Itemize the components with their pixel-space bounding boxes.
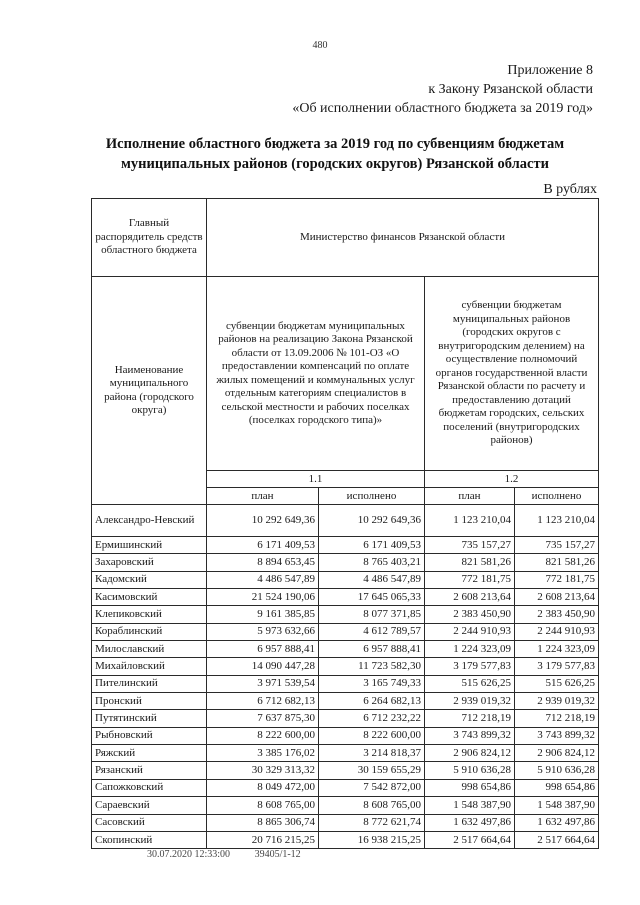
- value-executed-1-2: 712 218,19: [515, 710, 599, 727]
- footer-timestamp: 30.07.2020 12:33:00: [147, 849, 231, 860]
- value-plan-1-1: 8 608 765,00: [207, 797, 319, 814]
- value-executed-1-1: 17 645 065,33: [319, 589, 425, 606]
- value-plan-1-1: 20 716 215,25: [207, 831, 319, 848]
- table-row: [92, 505, 599, 537]
- table-row: [92, 745, 599, 762]
- value-executed-1-2: 1 224 323,09: [515, 641, 599, 658]
- value-executed-1-1: 6 957 888,41: [319, 641, 425, 658]
- table-row: [92, 641, 599, 658]
- subheader-plan-1-2: план: [425, 488, 515, 505]
- value-plan-1-2: 3 743 899,32: [425, 727, 515, 744]
- subheader-plan-1-1: план: [207, 488, 319, 505]
- value-executed-1-2: 2 517 664,64: [515, 831, 599, 848]
- district-name: Милославский: [92, 641, 207, 658]
- value-executed-1-2: 1 123 210,04: [515, 505, 599, 537]
- value-plan-1-2: 2 608 213,64: [425, 589, 515, 606]
- district-name: Рыбновский: [92, 727, 207, 744]
- footer-doc-id: 39405/1-12: [254, 849, 301, 860]
- appendix-line-2: к Закону Рязанской области: [428, 82, 593, 97]
- table-row: [92, 606, 599, 623]
- value-plan-1-1: 21 524 190,06: [207, 589, 319, 606]
- footer: [147, 849, 323, 860]
- value-plan-1-1: 5 973 632,66: [207, 623, 319, 640]
- table-row: [92, 727, 599, 744]
- value-executed-1-2: 2 608 213,64: [515, 589, 599, 606]
- header-row-description: [92, 277, 599, 471]
- appendix-header: [292, 61, 593, 118]
- table-row: [92, 779, 599, 796]
- district-name: Ермишинский: [92, 537, 207, 554]
- district-name: Рязанский: [92, 762, 207, 779]
- value-executed-1-2: 821 581,26: [515, 554, 599, 571]
- value-plan-1-1: 3 971 539,54: [207, 675, 319, 692]
- column-1-1-code: 1.1: [207, 471, 425, 488]
- value-executed-1-1: 16 938 215,25: [319, 831, 425, 848]
- header-row-manager: [92, 199, 599, 277]
- value-plan-1-2: 998 654,86: [425, 779, 515, 796]
- table-row: [92, 554, 599, 571]
- value-plan-1-2: 5 910 636,28: [425, 762, 515, 779]
- value-executed-1-2: 2 383 450,90: [515, 606, 599, 623]
- value-executed-1-2: 1 632 497,86: [515, 814, 599, 831]
- value-plan-1-1: 6 712 682,13: [207, 693, 319, 710]
- value-plan-1-2: 515 626,25: [425, 675, 515, 692]
- document-title: [70, 134, 600, 174]
- value-executed-1-1: 8 772 621,74: [319, 814, 425, 831]
- value-plan-1-1: 8 222 600,00: [207, 727, 319, 744]
- value-plan-1-2: 1 224 323,09: [425, 641, 515, 658]
- value-plan-1-2: 712 218,19: [425, 710, 515, 727]
- value-executed-1-1: 3 214 818,37: [319, 745, 425, 762]
- district-name: Сапожковский: [92, 779, 207, 796]
- value-executed-1-1: 4 612 789,57: [319, 623, 425, 640]
- district-name: Сараевский: [92, 797, 207, 814]
- value-executed-1-2: 735 157,27: [515, 537, 599, 554]
- value-executed-1-2: 1 548 387,90: [515, 797, 599, 814]
- table-row: [92, 658, 599, 675]
- table-row: [92, 814, 599, 831]
- table-row: [92, 571, 599, 588]
- value-plan-1-2: 3 179 577,83: [425, 658, 515, 675]
- district-name: Захаровский: [92, 554, 207, 571]
- value-executed-1-1: 6 264 682,13: [319, 693, 425, 710]
- value-plan-1-2: 1 632 497,86: [425, 814, 515, 831]
- value-executed-1-2: 998 654,86: [515, 779, 599, 796]
- title-line-2: муниципальных районов (городских округов) Рязанской области: [121, 156, 549, 172]
- value-plan-1-1: 14 090 447,28: [207, 658, 319, 675]
- table-row: [92, 623, 599, 640]
- value-executed-1-2: 515 626,25: [515, 675, 599, 692]
- value-executed-1-1: 4 486 547,89: [319, 571, 425, 588]
- district-name: Александро-Невский: [92, 505, 207, 537]
- page-number: 480: [312, 40, 328, 51]
- value-executed-1-2: 3 743 899,32: [515, 727, 599, 744]
- value-plan-1-2: 2 906 824,12: [425, 745, 515, 762]
- table-row: [92, 797, 599, 814]
- table-row: [92, 762, 599, 779]
- value-plan-1-2: 1 548 387,90: [425, 797, 515, 814]
- manager-label: Главный распорядитель средств областного бюджета: [92, 199, 207, 277]
- value-executed-1-2: 772 181,75: [515, 571, 599, 588]
- manager-value: Министерство финансов Рязанской области: [207, 199, 599, 277]
- value-executed-1-2: 3 179 577,83: [515, 658, 599, 675]
- value-plan-1-2: 2 383 450,90: [425, 606, 515, 623]
- value-executed-1-1: 30 159 655,29: [319, 762, 425, 779]
- budget-table: [91, 198, 599, 849]
- value-executed-1-1: 3 165 749,33: [319, 675, 425, 692]
- column-1-2-code: 1.2: [425, 471, 599, 488]
- value-plan-1-2: 2 939 019,32: [425, 693, 515, 710]
- value-executed-1-1: 11 723 582,30: [319, 658, 425, 675]
- district-name: Путятинский: [92, 710, 207, 727]
- value-plan-1-1: 7 637 875,30: [207, 710, 319, 727]
- value-plan-1-1: 3 385 176,02: [207, 745, 319, 762]
- table-row: [92, 675, 599, 692]
- district-name: Пителинский: [92, 675, 207, 692]
- title-line-1: Исполнение областного бюджета за 2019 год по субвенциям бюджетам: [105, 136, 565, 152]
- appendix-line-3: «Об исполнении областного бюджета за 2019 год»: [292, 101, 593, 116]
- district-name: Кадомский: [92, 571, 207, 588]
- value-plan-1-1: 8 894 653,45: [207, 554, 319, 571]
- value-executed-1-1: 10 292 649,36: [319, 505, 425, 537]
- value-plan-1-1: 6 957 888,41: [207, 641, 319, 658]
- value-executed-1-1: 8 077 371,85: [319, 606, 425, 623]
- value-executed-1-1: 7 542 872,00: [319, 779, 425, 796]
- units-label: В рублях: [543, 182, 597, 197]
- value-executed-1-2: 2 939 019,32: [515, 693, 599, 710]
- table-row: [92, 693, 599, 710]
- district-name: Пронский: [92, 693, 207, 710]
- value-plan-1-2: 2 517 664,64: [425, 831, 515, 848]
- table-row: [92, 537, 599, 554]
- value-executed-1-1: 6 712 232,22: [319, 710, 425, 727]
- value-plan-1-2: 821 581,26: [425, 554, 515, 571]
- value-executed-1-1: 8 608 765,00: [319, 797, 425, 814]
- column-1-1-description: субвенции бюджетам муниципальных районов на реализацию Закона Рязанской области от 13.09.2006 № 101-ОЗ «О предоставлении компенсаций по оплате жилых помещений и коммунальных услуг отдельным категориям специалистов в сельской местности и рабочих поселках (поселках городского типа)»: [207, 277, 425, 471]
- table-row: [92, 589, 599, 606]
- value-executed-1-2: 5 910 636,28: [515, 762, 599, 779]
- district-name: Сасовский: [92, 814, 207, 831]
- value-plan-1-1: 8 865 306,74: [207, 814, 319, 831]
- district-name: Клепиковский: [92, 606, 207, 623]
- table-row: [92, 710, 599, 727]
- value-plan-1-1: 10 292 649,36: [207, 505, 319, 537]
- subheader-executed-1-1: исполнено: [319, 488, 425, 505]
- district-name: Ряжский: [92, 745, 207, 762]
- value-executed-1-1: 8 765 403,21: [319, 554, 425, 571]
- value-plan-1-2: 735 157,27: [425, 537, 515, 554]
- value-executed-1-2: 2 244 910,93: [515, 623, 599, 640]
- column-1-2-description: субвенции бюджетам муниципальных районов (городских округов с внутригородским делением) на осуществление полномочий органов государственной власти Рязанской области по расчету и предоставлению дотаций бюджетам городских, сельских поселений (внутригородских районов): [425, 277, 599, 471]
- district-name-header: Наименование муниципального района (городского округа): [92, 277, 207, 505]
- district-name: Скопинский: [92, 831, 207, 848]
- subheader-executed-1-2: исполнено: [515, 488, 599, 505]
- value-plan-1-1: 4 486 547,89: [207, 571, 319, 588]
- value-plan-1-1: 8 049 472,00: [207, 779, 319, 796]
- value-plan-1-2: 772 181,75: [425, 571, 515, 588]
- district-name: Кораблинский: [92, 623, 207, 640]
- district-name: Михайловский: [92, 658, 207, 675]
- district-name: Касимовский: [92, 589, 207, 606]
- value-plan-1-1: 6 171 409,53: [207, 537, 319, 554]
- value-plan-1-1: 9 161 385,85: [207, 606, 319, 623]
- value-plan-1-2: 1 123 210,04: [425, 505, 515, 537]
- value-plan-1-1: 30 329 313,32: [207, 762, 319, 779]
- value-executed-1-1: 6 171 409,53: [319, 537, 425, 554]
- value-executed-1-1: 8 222 600,00: [319, 727, 425, 744]
- table-row: [92, 831, 599, 848]
- value-plan-1-2: 2 244 910,93: [425, 623, 515, 640]
- value-executed-1-2: 2 906 824,12: [515, 745, 599, 762]
- appendix-line-1: Приложение 8: [507, 63, 593, 78]
